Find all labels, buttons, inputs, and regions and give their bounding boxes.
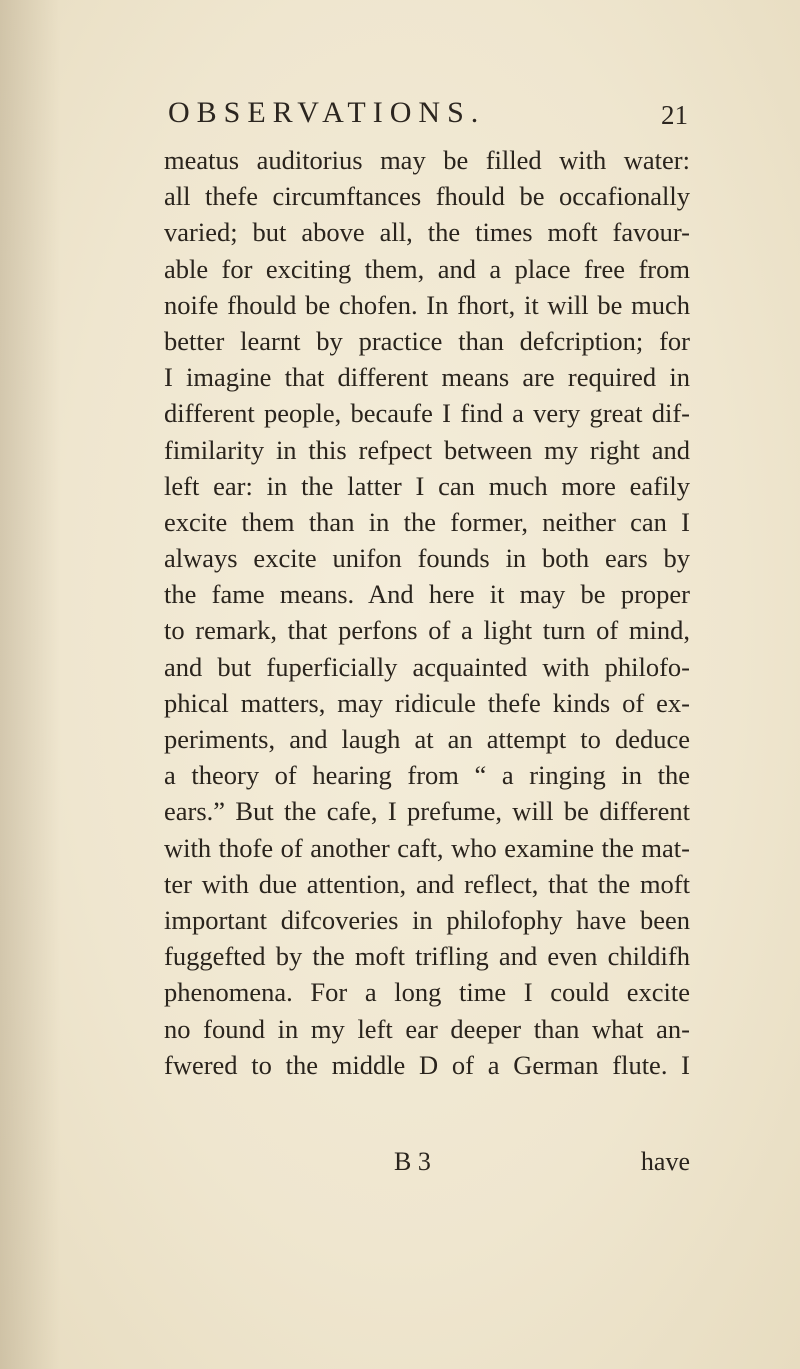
text-line: better learnt by practice than defcription; for [164,325,690,356]
running-title: OBSERVATIONS. [168,96,486,129]
text-line: fuggefted by the moft trifling and even childifh [164,941,690,972]
signature-mark: B 3 [394,1147,431,1176]
text-line: able for exciting them, and a place free from [164,253,690,284]
text-line: and but fuperficially acquainted with philofo- [164,651,690,682]
text-line: a theory of hearing from “ a ringing in the [164,760,690,791]
text-line: phenomena. For a long time I could excite [164,977,690,1008]
text-line: left ear: in the latter I can much more eafily [164,470,690,501]
text-line: different people, becaufe I find a very great dif- [164,398,690,429]
body-text [164,142,690,1083]
text-line: meatus auditorius may be filled with water: [164,145,690,175]
text-line: all thefe circumftances fhould be occafionally [164,181,690,212]
text-line: phical matters, may ridicule thefe kinds of ex- [164,687,690,718]
page-footer [164,1147,690,1187]
text-line: ter with due attention, and reflect, that the moft [164,868,690,899]
text-line: no found in my left ear deeper than what an- [164,1013,690,1044]
catchword: have [640,1147,690,1176]
text-line: important difcoveries in philofophy have been [164,904,690,935]
text-line: varied; but above all, the times moft favour- [164,217,690,248]
text-line: the fame means. And here it may be proper [164,579,690,610]
text-line: to remark, that perfons of a light turn of mind, [164,615,690,646]
text-line: noife fhould be chofen. In fhort, it will be much [164,289,690,320]
page-number: 21 [661,100,688,130]
gutter-shadow [0,0,60,1369]
text-line: fwered to the middle D of a German flute. I [164,1049,690,1080]
text-line: periments, and laugh at an attempt to deduce [164,724,690,754]
text-line: always excite unifon founds in both ears by [164,543,690,574]
page-header [168,96,688,136]
text-line: excite them than in the former, neither can I [164,506,690,537]
text-line: I imagine that different means are required in [164,362,690,393]
text-line: ears.” But the cafe, I prefume, will be different [164,796,690,827]
text-line: with thofe of another caft, who examine the mat- [164,832,690,863]
text-line: fimilarity in this refpect between my right and [164,434,690,465]
